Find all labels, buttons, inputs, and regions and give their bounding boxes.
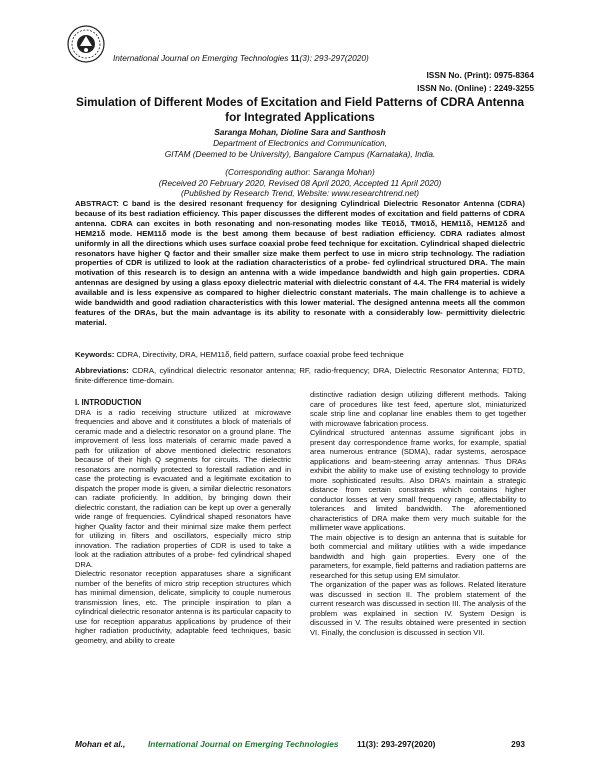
page-footer [75, 739, 525, 751]
publication-info [60, 167, 540, 199]
corresponding-author: (Corresponding author: Saranga Mohan) [225, 167, 375, 177]
author-affiliation [60, 138, 540, 159]
publisher-line: (Published by Research Trend, Website: www.researchtrend.net) [180, 188, 420, 199]
keywords-label: Keywords: [75, 350, 115, 359]
paragraph: distinctive radiation design utilizing different methods. Taking care of procedures like test feed, aperture slot, miniaturized scale strip line and coplanar line enables them to get together with microwave fabrication process. [310, 390, 526, 428]
right-column [310, 390, 526, 637]
journal-volume: 11 [290, 53, 300, 63]
paragraph: DRA is a radio receiving structure utilized at microwave frequencies and above and it constitutes a block of materials of ceramic made and a dielectric resonator on a ground plane. The improvement of less loss materials of ceramic made paved a path for utilization of above mentioned dielectric resonators because of their high Q segments for circuits. The dielectric resonators are normally protected to forestall radiation and in case the protecting is evacuated and a legitimate excitation to dispatch the proper mode is given, a similar dielectric resonators can radiate proficiently. In addition, by bringing down their dielectric constant, the radiation can be kept up over a generally wide range of frequencies. Cylindrical shaped resonators have higher Quality factor and their minimal size make them perfect for utilizing in filters and oscillators, especially micro strip innovation. The radiation properties of CDR is used to take a look at the radiation attributes of a probe- fed cylindrical shaped DRA. [75, 407, 291, 569]
paragraph: Dielectric resonator reception apparatuses share a significant number of the benefits of micro strip reception structures which has minimal dimension, delicate, simplicity to couple numerous transmission lines, etc. The principle inspiration to plan a cylindrical dielectric resonator antenna is its particular capacity to use for reception apparatus applications by prudence of their higher radiation productivity, adaptable feed techniques, basic geometry, and ability to create [75, 569, 291, 645]
footer-author: Mohan et al., [75, 739, 126, 749]
abbreviations [75, 366, 525, 386]
issn-print: ISSN No. (Print): 0975-8364 [426, 70, 534, 80]
journal-header [113, 53, 369, 63]
received-dates: (Received 20 February 2020, Revised 08 April 2020, Accepted 11 April 2020) [158, 177, 442, 188]
issn-block [314, 69, 534, 94]
paper-authors: Saranga Mohan, Dioline Sara and Santhosh [214, 127, 386, 137]
left-column [75, 398, 291, 645]
journal-name: International Journal on Emerging Technologies [113, 53, 289, 63]
paragraph: The main objective is to design an antenna that is suitable for both commercial and military utilities with a wide impedance bandwidth and high gain properties. Every one of the parameters, for example, field patterns and radiation patterns are researched for this setup using EM simulator. [310, 532, 526, 580]
issn-online: ISSN No. (Online) : 2249-3255 [417, 82, 534, 93]
paper-title [60, 95, 540, 125]
journal-logo-icon [66, 24, 106, 64]
paragraph: The organization of the paper was as follows. Related literature was discussed in section II. The problem statement of the current research was discussed in section III. The analysis of the problem was explained in section IV. System Design is discussed in V. The results obtained were presented in section VI. Finally, the conclusion is discussed in section VII. [310, 580, 526, 637]
footer-volume: 11(3): 293-297(2020) [357, 739, 436, 749]
abstract-text: ABSTRACT: C band is the desired resonant frequency for designing Cylindrical Dielectric Resonator Antenna (CDRA) because of its best radiation efficiency. This paper discusses the different modes of excitation and field patterns of CDRA antenna. CDRA can excites in both resonating and non-resonating modes like TE01δ, TM01δ, HEM11δ, HEM12δ and HEM21δ mode. HEM11δ mode is the best among them because of best radiation efficiency. CDRA radiates almost uniformly in all the directions which uses surface coaxial probe feed technique for excitation. Cylindrical shaped dielectric resonators have higher Q factor and their smaller size make them perfect to use in micro strip technology. The radiation properties of CDR is utilized to look at the radiation characteristics of a probe- fed cylindrical structured DRA. The main motivation of this research is to design an antenna with a wide impedance bandwidth and high gain properties. CDRA antennas are designed by using a glass epoxy dielectric material with dielectric constant of 4.4. The FR4 material is widely available and is less expensive as compared to higher dielectric constant materials. The main challenge is to achieve a wide bandwidth and good radiation characteristics with this lower material. The designed antenna meets all the common features of the DRAs, but the main advantage is its ability to resonate with a considerably low- permittivity dielectric material. [75, 199, 525, 327]
abbreviations-text: CDRA, cylindrical dielectric resonator antenna; RF, radio-frequency; DRA, Dielectric Resonator Antenna; FDTD, finite-difference time-domain. [75, 366, 525, 386]
page-number: 293 [511, 739, 525, 749]
affiliation-line-1: Department of Electronics and Communication, [213, 138, 387, 148]
title-line-2: for Integrated Applications [225, 110, 375, 124]
paragraph: Cylindrical structured antennas assume significant jobs in present day correspondence frame works, for example, spatial area numerous entrance (SDMA), radar systems, aerospace applications and beam-steering array antennas. Thus DRAs exhibit the ability to make use of existing technology to provide more sophisticated results. Also DRA's maintain a strategic distance from certain constraints which contains higher conductor losses at very small frequency range, affectability to tolerances and limited bandwidth. The aforementioned characteristics of DRA make them very much suitable for the millimeter wave applications. [310, 428, 526, 532]
journal-issue-pages: (3): 293-297(2020) [299, 53, 369, 63]
keywords [75, 350, 525, 360]
keywords-text: CDRA, Directivity, DRA, HEM11δ, field pattern, surface coaxial probe feed technique [114, 350, 404, 359]
section-heading-introduction: I. INTRODUCTION [75, 398, 142, 407]
title-line-1: Simulation of Different Modes of Excitation and Field Patterns of CDRA Antenna [75, 95, 525, 109]
affiliation-line-2: GITAM (Deemed to be University), Bangalore Campus (Karnataka), India. [164, 148, 436, 159]
footer-journal: International Journal on Emerging Technologies [148, 739, 339, 749]
abbreviations-label: Abbreviations: [75, 366, 129, 375]
